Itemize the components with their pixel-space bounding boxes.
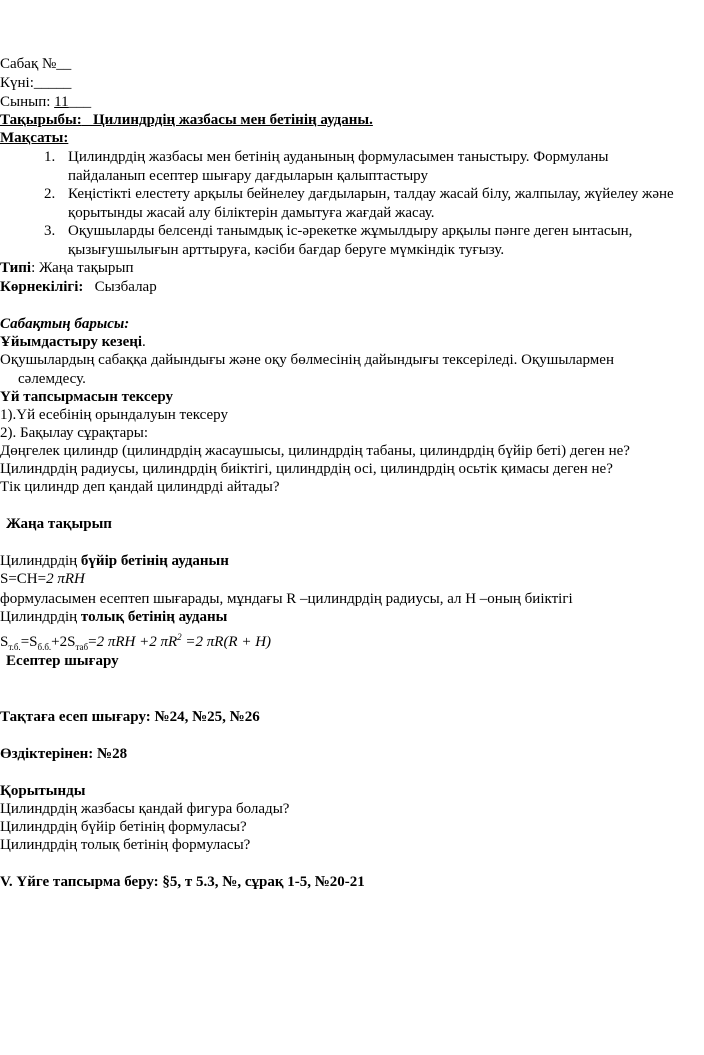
self-task: Өздіктерінен: №28	[0, 746, 128, 762]
visual-value: Сызбалар	[94, 279, 157, 295]
type-value: : Жаңа тақырып	[31, 260, 134, 276]
org-text-content: Оқушылардың сабаққа дайындығы және оқу бөлмесінің дайындығы тексеріледі. Оқушылармен сәлемдесу.	[0, 352, 614, 387]
formula-note: формуласымен есептеп шығарады, мұндағы R –цилиндрдің радиусы, ал H –оның биіктігі	[0, 591, 573, 607]
formula-sub-base: таб	[75, 642, 89, 652]
homework-roman: V	[0, 874, 9, 890]
board-task: Тақтаға есеп шығару: №24, №25, №26	[0, 709, 260, 725]
conclusion-question: Цилиндрдің жазбасы қандай фигура болады?	[0, 801, 290, 817]
org-dot: .	[142, 334, 146, 350]
lesson-number: Сабақ №__	[0, 56, 72, 72]
lateral-area-line	[0, 552, 229, 570]
total-prefix: Цилиндрдің	[0, 609, 81, 625]
new-topic-heading: Жаңа тақырып	[6, 516, 112, 532]
grade-value: 11	[54, 94, 69, 110]
aim-text: Оқушыларды белсенді танымдық іс-әрекетке жұмылдыру арқылы пәнге деген ынтасын, қызығушылығын арттыруға, кәсіби бағдар беруге мүмкіндік туғызу.	[68, 223, 633, 258]
total-area-line	[0, 608, 227, 626]
homework-check-item: 1).Үй есебінің орындалуын тексеру	[0, 407, 228, 423]
conclusion-question: Цилиндрдің бүйір бетінің формуласы?	[0, 819, 247, 835]
visual-line	[0, 278, 157, 296]
formula-eq1: =S	[20, 634, 38, 650]
question-line: Тік цилиндр деп қандай цилиндрді айтады?	[0, 479, 280, 495]
grade-label: Сынып:	[0, 94, 55, 110]
control-questions-label: 2). Бақылау сұрақтары:	[0, 425, 149, 441]
aim-number: 2.	[44, 186, 56, 202]
aim-number: 3.	[44, 223, 56, 239]
formula-lateral	[0, 570, 85, 588]
question-line: Дөңгелек цилиндр (цилиндрдің жасаушысы, цилиндрдің табаны, цилиндрдің бүйір беті) деген не?	[0, 443, 630, 459]
org-label: Ұйымдастыру кезеңі	[0, 334, 143, 350]
formula-plus: +2S	[51, 634, 76, 650]
formula-eq2: =	[88, 634, 97, 650]
homework-assignment	[0, 873, 365, 891]
formula-s: S	[0, 634, 9, 650]
lateral-prefix: Цилиндрдің	[0, 553, 81, 569]
topic-value: Цилиндрдің жазбасы мен бетінің ауданы.	[93, 112, 373, 128]
question-line: Цилиндрдің радиусы, цилиндрдің биіктігі, цилиндрдің осі, цилиндрдің осьтік қимасы деген не?	[0, 461, 613, 477]
formula-lateral-rhs: 2 πRH	[46, 571, 85, 587]
formula-sub-total: т.б.	[8, 642, 21, 652]
aim-number: 1.	[44, 149, 56, 165]
lesson-date: Күні:_____	[0, 75, 72, 91]
topic-line	[0, 111, 373, 129]
conclusion-question: Цилиндрдің толық бетінің формуласы?	[0, 837, 251, 853]
org-text	[0, 351, 680, 388]
problems-heading: Есептер шығару	[6, 653, 119, 669]
formula-rhs2: =2 πR(R + H)	[181, 634, 272, 650]
formula-lateral-lhs: S=CH=	[0, 571, 47, 587]
process-heading: Сабақтың барысы:	[0, 316, 130, 332]
formula-sup: 2	[177, 632, 182, 642]
grade-line: Сынып: 11___	[0, 94, 92, 110]
total-bold: толық бетінің ауданы	[80, 609, 228, 625]
formula-rhs: 2 πRH +2 πR	[96, 634, 178, 650]
homework-check-heading: Үй тапсырмасын тексеру	[0, 389, 174, 405]
aim-text: Кеңістікті елестету арқылы бейнелеу дағдыларын, талдау жасай білу, жалпылау, жүйелеу және қорытынды жасай алу біліктерін дамытуға жағдай жасау.	[68, 186, 674, 221]
visual-label: Көрнекілігі:	[0, 279, 84, 295]
aim-text: Цилиндрдің жазбасы мен бетінің ауданының формуласымен таныстыру. Формуланы пайдаланып есептер шығару дағдыларын қалыптастыру	[68, 149, 609, 184]
formula-sub-lateral: б.б.	[37, 642, 52, 652]
org-line	[0, 333, 146, 351]
type-line	[0, 259, 134, 277]
homework-text: . Үйге тапсырма беру: §5, т 5.3, №, сұрақ 1-5, №20-21	[8, 874, 365, 890]
conclusion-heading: Қорытынды	[0, 783, 86, 799]
aims-label: Мақсаты:	[0, 130, 69, 146]
topic-label: Тақырыбы:	[0, 112, 82, 128]
lateral-bold: бүйір бетінің ауданын	[80, 553, 229, 569]
type-label: Типі	[0, 260, 32, 276]
